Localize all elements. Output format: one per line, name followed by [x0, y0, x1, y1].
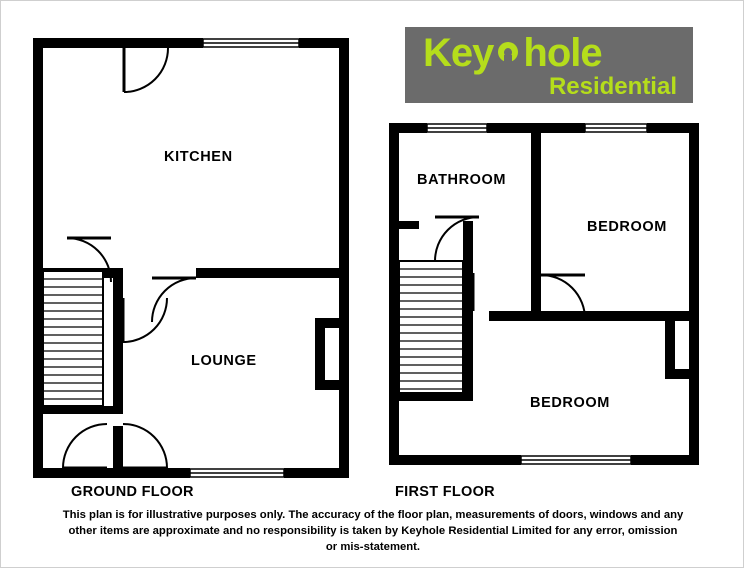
disclaimer-line-2: other items are approximate and no responsibility is taken by Keyhole Residential Limited for any error, omission: [68, 525, 678, 537]
room-label-kitchen: KITCHEN: [164, 149, 233, 165]
first-floor-plan: [379, 113, 709, 483]
disclaimer-text: [1, 507, 744, 555]
floor-title-first: FIRST FLOOR: [395, 484, 495, 500]
first-floor-staircase: [399, 261, 463, 393]
disclaimer-line-3: or mis-statement.: [325, 541, 421, 553]
disclaimer-line-1: This plan is for illustrative purposes only. The accuracy of the floor plan, measurements of doors, windows and any: [62, 509, 684, 521]
logo-brand-part1: Key: [423, 31, 494, 75]
logo-subtitle: Residential: [548, 73, 677, 100]
ground-floor-plan: [21, 26, 361, 486]
floor-title-ground: GROUND FLOOR: [71, 484, 194, 500]
room-label-bedroom-1: BEDROOM: [587, 219, 667, 235]
room-label-bedroom-2: BEDROOM: [530, 395, 610, 411]
logo-brand-part2: hole: [523, 31, 602, 75]
ground-floor-staircase: [43, 271, 103, 406]
room-label-bathroom: BATHROOM: [417, 172, 507, 188]
keyhole-residential-logo: [405, 27, 693, 103]
logo-brand-name: [423, 31, 602, 76]
keyhole-icon: [493, 31, 523, 71]
room-label-lounge: LOUNGE: [191, 353, 257, 369]
